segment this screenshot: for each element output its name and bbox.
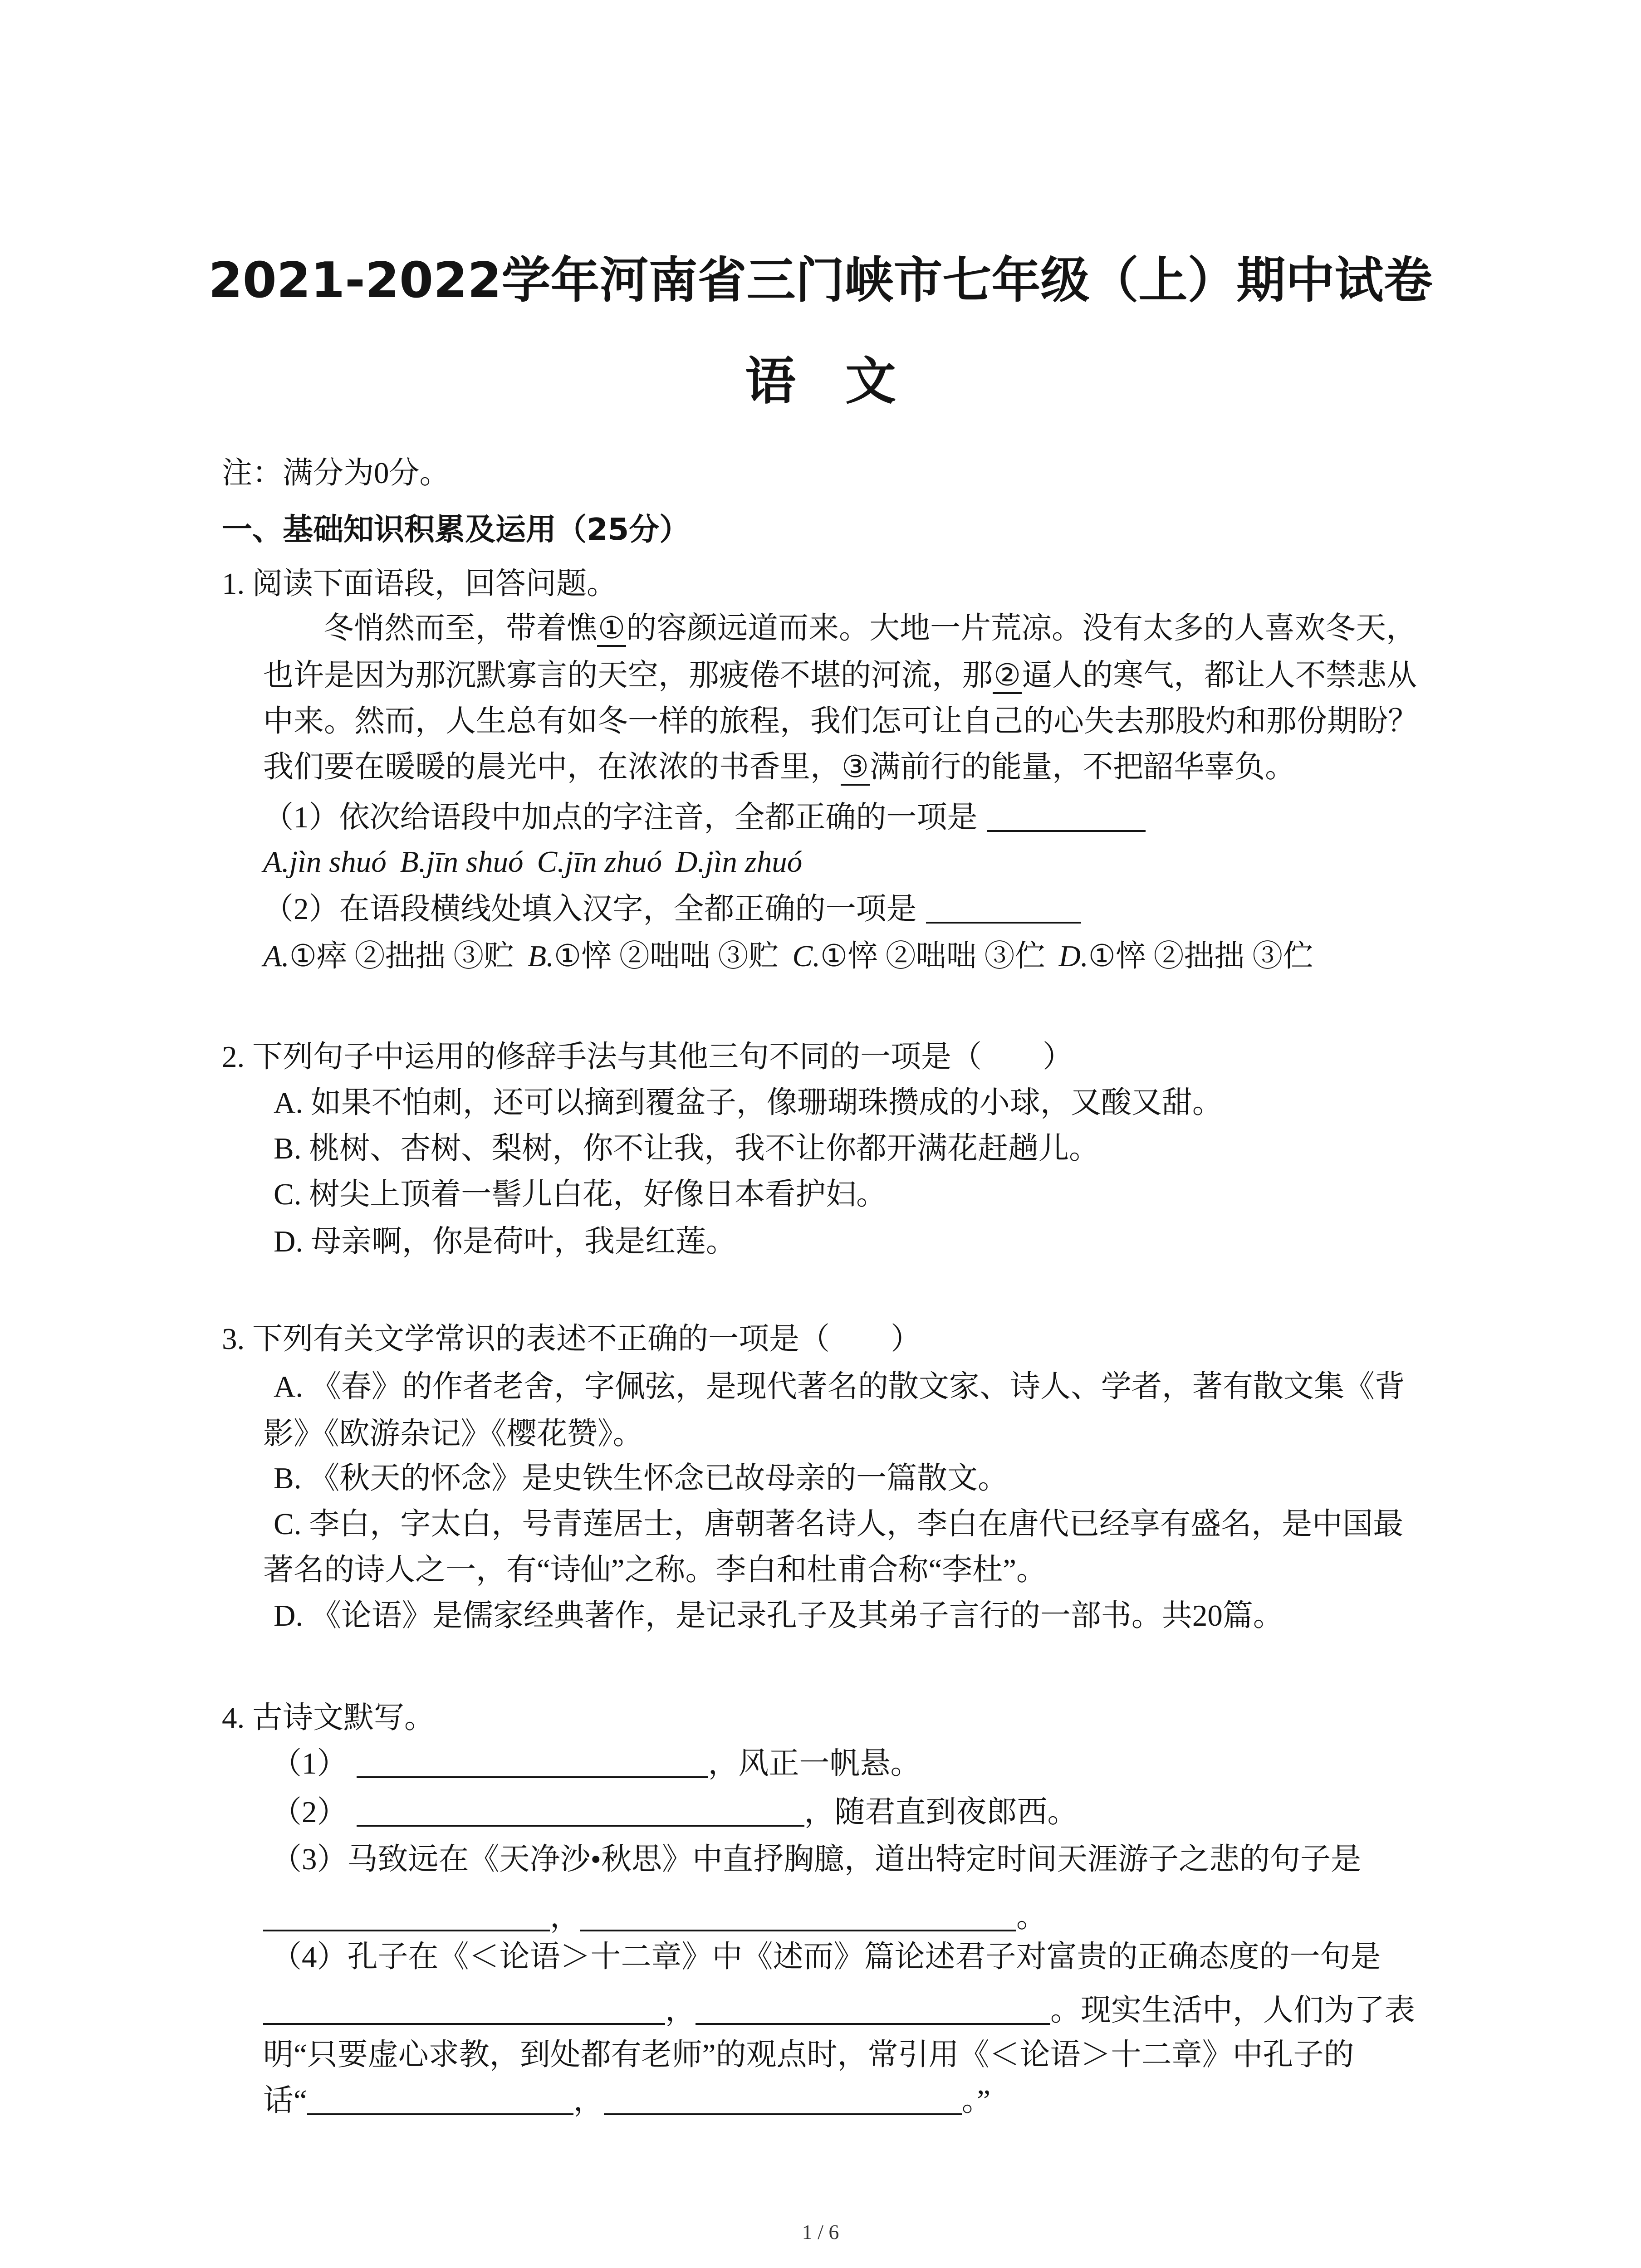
exam-title: 2021-2022学年河南省三门峡市七年级（上）期中试卷 (208, 252, 1433, 309)
option-c (537, 845, 662, 879)
q3-option-c: C. 李白，字太白，号青莲居士，唐朝著名诗人，李白在唐代已经享有盛名，是中国最 (274, 1507, 1404, 1541)
q2-option-b: B. 桃树、杏树、梨树，你不让我，我不让你都开满花赶趟儿。 (274, 1132, 1100, 1165)
item-text: 话“ (263, 2084, 307, 2117)
q1-sub2-line (263, 891, 1081, 927)
q1-sub2-options (263, 938, 1327, 974)
item-end: 。” (961, 2084, 990, 2117)
item-text: ，风正一帆悬。 (708, 1747, 921, 1780)
q4-item-4-prompt: （4）孔子在《＜论语＞十二章》中《述而》篇论述君子对富贵的正确态度的一句是 (271, 1940, 1381, 1974)
passage-text: 也许是因为那沉默寡言的天空，那疲倦不堪的河流，那 (263, 659, 993, 692)
answer-blank (357, 1798, 804, 1827)
passage-line (263, 749, 1295, 785)
option-text: ①悴 ②咄咄 ③伫 (820, 939, 1045, 973)
score-note: 注：满分为0分。 (222, 456, 450, 490)
answer-blank (307, 2086, 573, 2115)
q3-option-b: B. 《秋天的怀念》是史铁生怀念已故母亲的一篇散文。 (274, 1461, 1009, 1495)
item-separator: ， (573, 2084, 604, 2117)
answer-blank (357, 1749, 708, 1778)
passage-blank: ① (597, 611, 626, 647)
option-text: jīn shuó (426, 845, 524, 879)
item-end: 。 (1016, 1900, 1047, 1934)
answer-blank (580, 1902, 1016, 1931)
option-label: A. (263, 939, 289, 973)
passage-text: 满前行的能量，不把韶华辜负。 (870, 750, 1296, 784)
q2-option-c: C. 树尖上顶着一髻儿白花，好像日本看护妇。 (274, 1178, 887, 1211)
option-text: jìn zhuó (705, 845, 803, 879)
passage-text: 我们要在暖暖的晨光中，在浓浓的书香里， (263, 750, 841, 784)
option-b (528, 939, 779, 973)
q1-sub1-stem: （1）依次给语段中加点的字注音，全都正确的一项是 (263, 801, 978, 834)
q2-option-d: D. 母亲啊，你是荷叶，我是红莲。 (274, 1225, 736, 1258)
item-label: （2） (271, 1795, 348, 1829)
option-text: ①瘁 ②拙拙 ③贮 (289, 939, 514, 973)
item-text: ，随君直到夜郎西。 (804, 1795, 1078, 1829)
q4-item-4-line-3 (263, 2082, 990, 2119)
answer-blank (263, 1902, 550, 1931)
option-label: C. (792, 939, 820, 973)
passage-line (323, 610, 1416, 646)
option-a (263, 939, 514, 973)
option-text: jìn shuó (289, 845, 387, 879)
option-d (1059, 939, 1313, 973)
answer-blank (263, 1996, 665, 2025)
option-label: D. (1058, 939, 1088, 973)
item-label: （1） (271, 1747, 348, 1780)
option-label: B. (528, 939, 554, 973)
option-a (263, 845, 387, 879)
answer-blank (604, 2086, 962, 2115)
passage-text: 逼人的寒气，都让人不禁悲从 (1022, 659, 1417, 692)
question-2-stem: 2. 下列句子中运用的修辞手法与其他三句不同的一项是（ ） (222, 1040, 1073, 1074)
passage-blank: ② (993, 659, 1022, 694)
option-label: C. (537, 845, 565, 879)
passage-blank: ③ (841, 750, 870, 786)
option-d (676, 845, 802, 879)
subject-title: 语 文 (745, 352, 896, 411)
answer-blank (926, 894, 1081, 924)
q4-item-2 (271, 1794, 1078, 1830)
q1-sub1-line (263, 799, 1146, 836)
question-4-stem: 4. 古诗文默写。 (222, 1701, 435, 1735)
answer-blank (987, 803, 1146, 832)
q4-item-3-prompt: （3）马致远在《天净沙•秋思》中直抒胸臆，道出特定时间天涯游子之悲的句子是 (271, 1843, 1361, 1876)
q4-item-4-answer-line (263, 1992, 1415, 2028)
passage-text: 中来。然而，人生总有如冬一样的旅程，我们怎可让自己的心失去那股灼和那份期盼？ (263, 704, 1418, 738)
option-label: B. (400, 845, 426, 879)
page-number: 1 / 6 (802, 2220, 839, 2244)
passage-line (263, 657, 1417, 694)
passage-text: 冬悄然而至，带着憔 (323, 611, 597, 645)
option-text: ①悴 ②拙拙 ③伫 (1088, 939, 1313, 973)
option-b (400, 845, 524, 879)
passage-text: 的容颜远道而来。大地一片荒凉。没有太多的人喜欢冬天， (626, 611, 1417, 645)
q3-option-a-continued: 影》《欧游杂记》《樱花赞》。 (263, 1417, 643, 1451)
q4-item-1 (271, 1745, 921, 1782)
q3-option-a: A. 《春》的作者老舍，字佩弦，是现代著名的散文家、诗人、学者，著有散文集《背 (274, 1370, 1405, 1403)
q3-option-d: D. 《论语》是儒家经典著作，是记录孔子及其弟子言行的一部书。共20篇。 (274, 1599, 1283, 1633)
item-separator: ， (665, 1994, 696, 2027)
question-1-stem: 1. 阅读下面语段，回答问题。 (222, 567, 617, 601)
section-heading: 一、基础知识积累及运用（25分） (222, 512, 690, 547)
q4-item-4-line-2: 明“只要虚心求教，到处都有老师”的观点时，常引用《＜论语＞十二章》中孔子的 (263, 2038, 1354, 2072)
q4-item-3-answer-line (263, 1899, 1047, 1935)
q2-option-a: A. 如果不怕刺，还可以摘到覆盆子，像珊瑚珠攒成的小球，又酸又甜。 (274, 1086, 1223, 1119)
option-c (793, 939, 1045, 973)
answer-blank (696, 1996, 1050, 2025)
q1-sub1-options (263, 844, 816, 880)
passage-line (263, 703, 1418, 739)
question-3-stem: 3. 下列有关文学常识的表述不正确的一项是（ ） (222, 1322, 921, 1356)
option-text: ①悴 ②咄咄 ③贮 (554, 939, 779, 973)
item-separator: ， (550, 1900, 580, 1934)
q1-sub2-stem: （2）在语段横线处填入汉字，全都正确的一项是 (263, 892, 917, 926)
option-label: D. (676, 845, 705, 879)
q3-option-c-continued: 著名的诗人之一，有“诗仙”之称。李白和杜甫合称“李杜”。 (263, 1553, 1047, 1587)
option-text: jīn zhuó (564, 845, 662, 879)
option-label: A. (263, 845, 289, 879)
item-text: 。现实生活中，人们为了表 (1050, 1994, 1415, 2027)
